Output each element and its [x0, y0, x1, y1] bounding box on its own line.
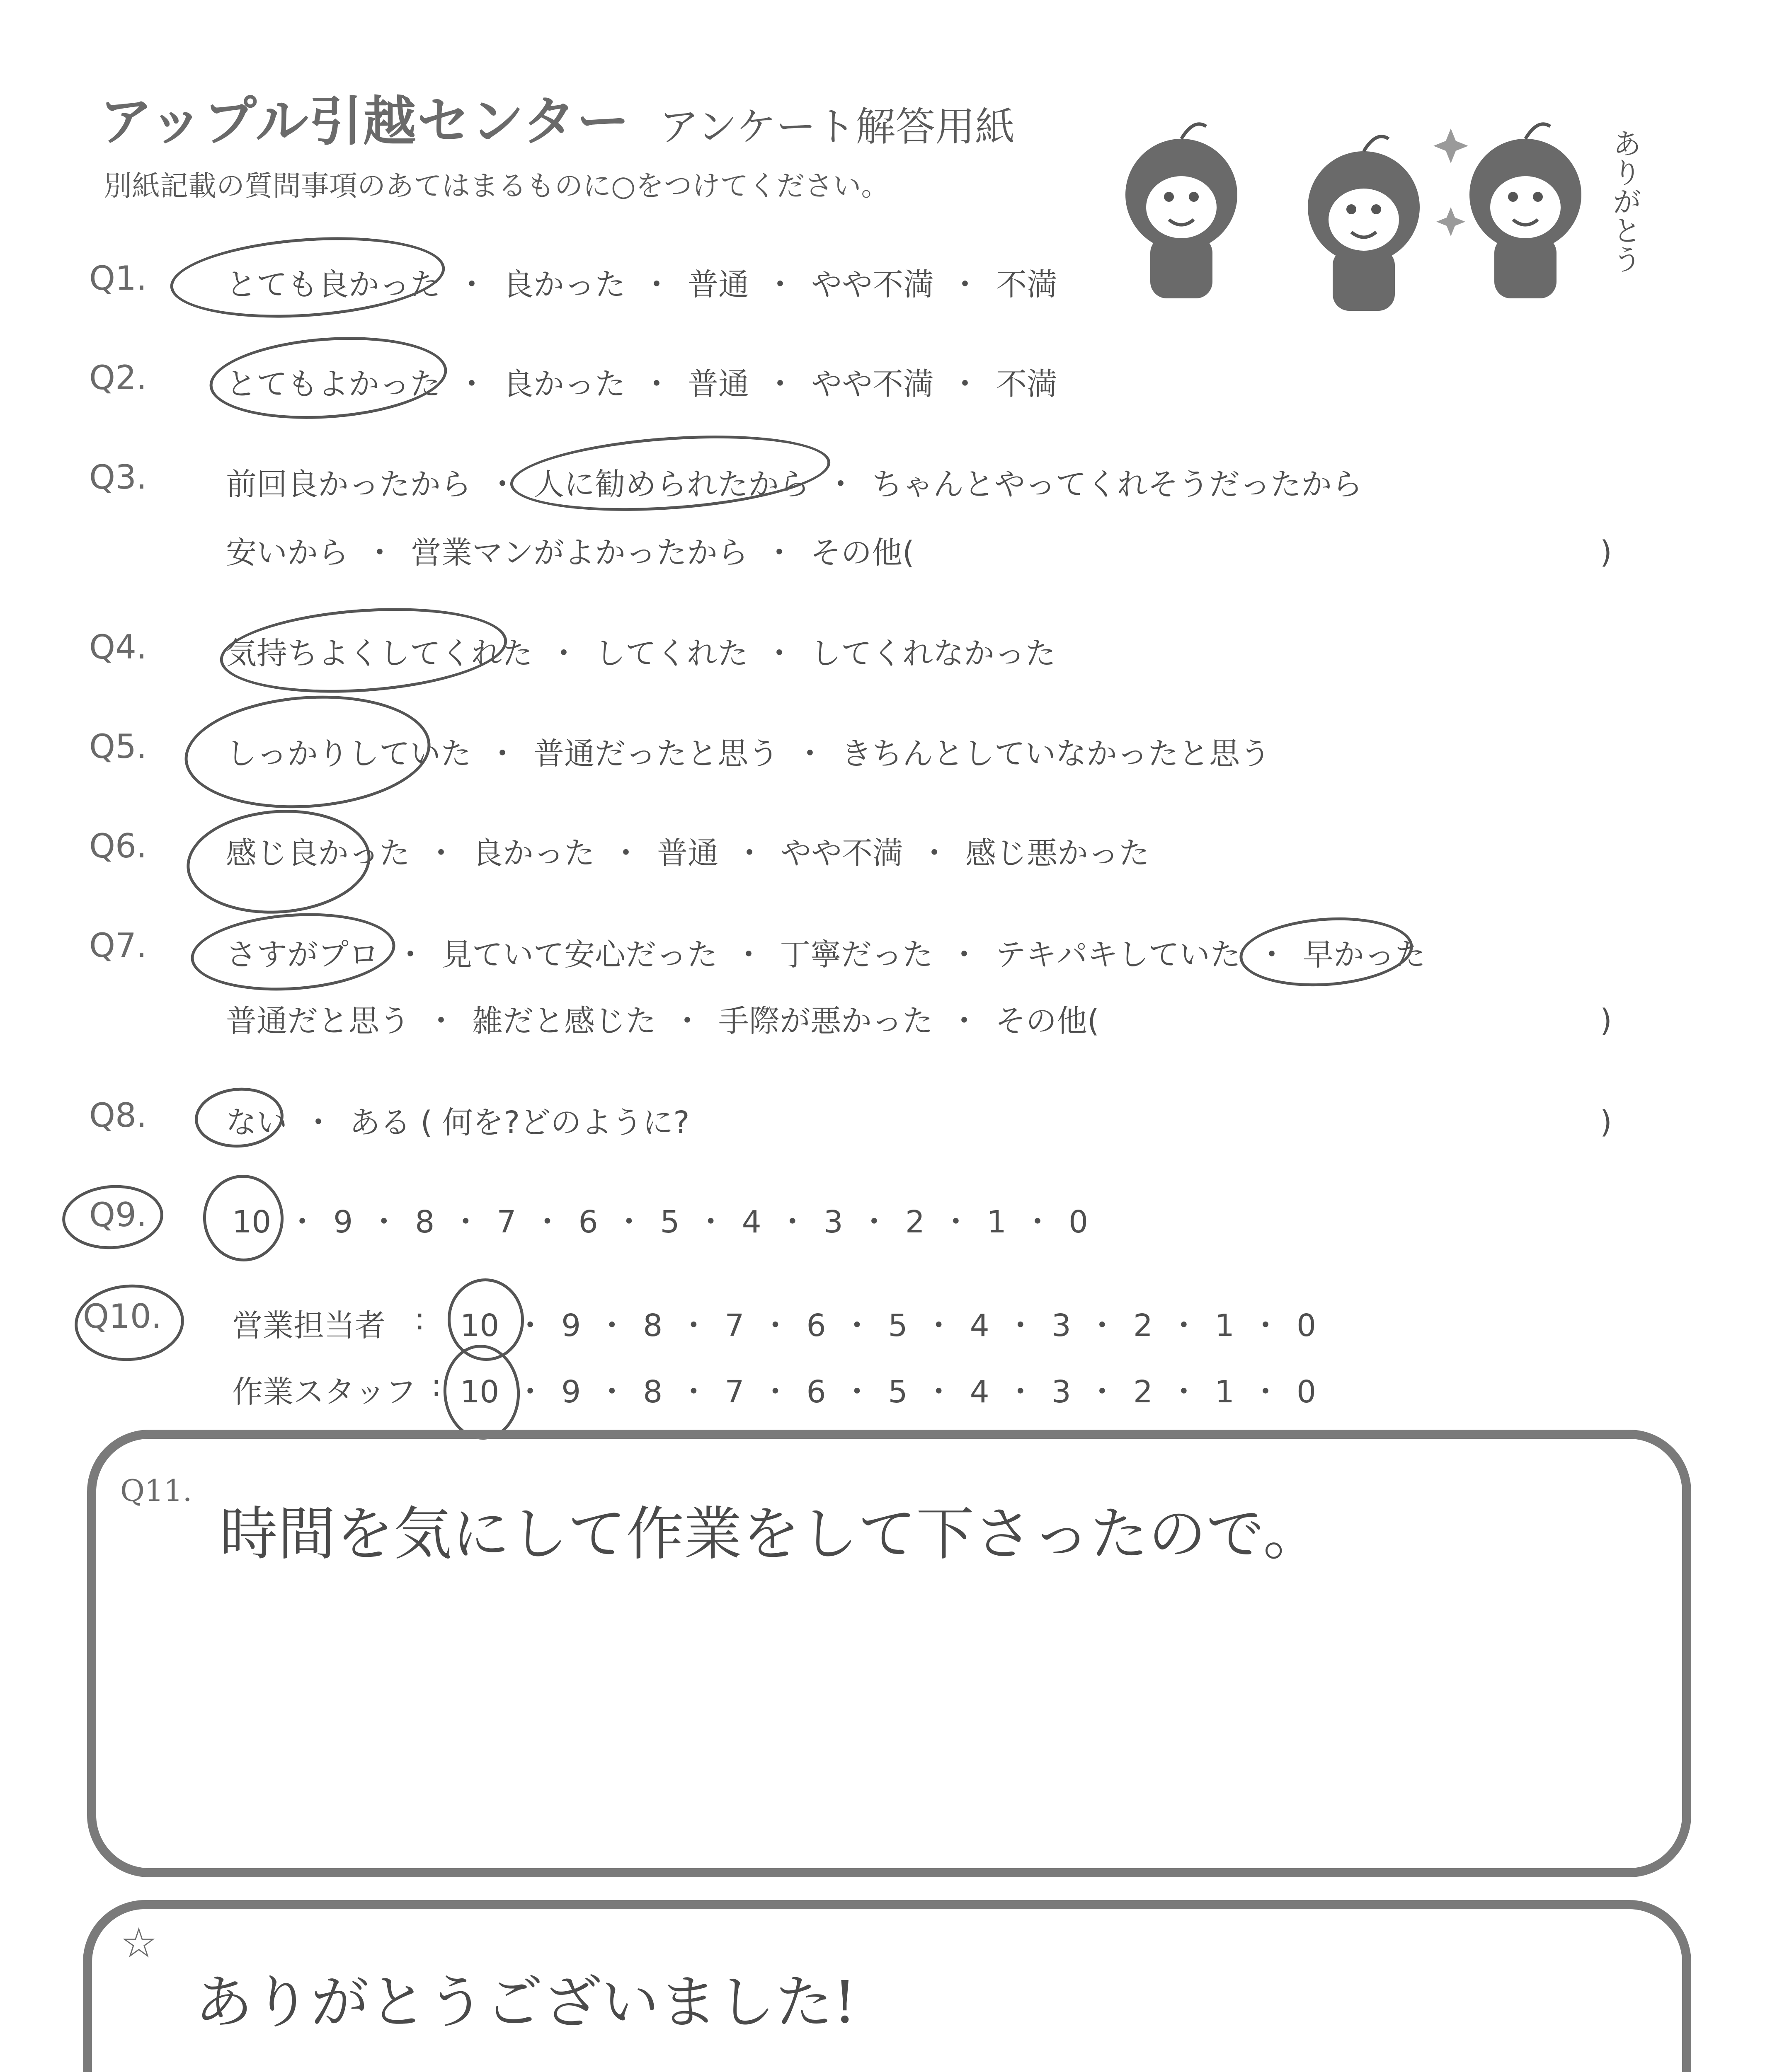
q3-option-5[interactable]: 営業マンがよかったから	[411, 535, 748, 571]
q9-rating-separator: ・	[613, 1204, 645, 1240]
q9-label-circle	[60, 1182, 165, 1253]
q10-staff-rating-value-5[interactable]: 5	[888, 1374, 908, 1410]
q7-option-4[interactable]: テキパキしていた	[995, 937, 1241, 973]
q6-option-5[interactable]: 感じ悪かった	[965, 835, 1149, 871]
q4-option-1[interactable]: 気持ちよくしてくれた	[226, 636, 533, 671]
q3-answer-circle	[508, 426, 833, 520]
q10-row-2-name: 作業スタッフ	[232, 1374, 416, 1410]
q10-sales-rating-value-0[interactable]: 0	[1297, 1308, 1316, 1343]
q1-options: とても良かった ・ 良かった ・ 普通 ・ やや不満 ・ 不満	[226, 267, 1057, 303]
q5-answer-circle	[181, 688, 434, 816]
q10-sales-rating-separator: ・	[596, 1308, 628, 1343]
star-handwritten-message: ありがとうございました!	[195, 1969, 857, 2036]
q6-option-4[interactable]: やや不満	[781, 835, 903, 871]
q7-close-paren: )	[1600, 1003, 1612, 1038]
q3-option-6[interactable]: その他(	[810, 535, 914, 571]
q10-sales-rating-separator: ・	[1005, 1308, 1036, 1343]
q9-rating-separator: ・	[777, 1204, 808, 1240]
q3-options-line-2: 安いから ・ 営業マンがよかったから ・ その他(	[226, 535, 914, 571]
q3-option-1[interactable]: 前回良かったから	[226, 467, 471, 502]
q10-row-2-colon: :	[431, 1368, 441, 1403]
q5-option-1[interactable]: しっかりしていた	[226, 736, 471, 772]
q10-row-1-rating-scale	[460, 1301, 1316, 1345]
q1-option-2[interactable]: 良かった	[503, 267, 626, 303]
q5-option-2[interactable]: 普通だったと思う	[533, 736, 779, 772]
q10-staff-rating-separator: ・	[841, 1374, 873, 1410]
q10-sales-rating-separator: ・	[515, 1308, 546, 1343]
q9-rating-value-0[interactable]: 0	[1069, 1204, 1089, 1240]
q7-option-2[interactable]: 見ていて安心だった	[441, 937, 718, 973]
q7-options-line-2: 普通だと思う ・ 雑だと感じた ・ 手際が悪かった ・ その他(	[226, 1003, 1099, 1039]
q1-option-1[interactable]: とても良かった	[226, 267, 441, 303]
q10-sales-rating-value-5[interactable]: 5	[888, 1308, 908, 1343]
q10-staff-rating-separator: ・	[760, 1374, 791, 1410]
q10-staff-rating-value-10[interactable]: 10	[460, 1374, 499, 1410]
q9-rating-separator: ・	[369, 1204, 400, 1240]
q10-sales-rating-separator: ・	[1250, 1308, 1281, 1343]
q8-options: ない ・ ある ( 何を?どのように?	[226, 1105, 690, 1140]
q9-rating-scale	[232, 1198, 1088, 1242]
q2-option-3[interactable]: 普通	[688, 366, 749, 402]
q7-option-1[interactable]: さすがプロ	[226, 937, 379, 973]
q9-rating-value-2[interactable]: 2	[905, 1204, 925, 1240]
q2-option-4[interactable]: やや不満	[811, 366, 934, 402]
q10-sales-rating-separator: ・	[760, 1308, 791, 1343]
q6-option-2[interactable]: 良かった	[472, 835, 595, 871]
q10-sales-rating-separator: ・	[678, 1308, 709, 1343]
q10-staff-rating-separator: ・	[923, 1374, 954, 1410]
q8-option-1[interactable]: ない	[226, 1105, 287, 1140]
q4-label: Q4.	[89, 628, 147, 666]
q9-rating-separator: ・	[450, 1204, 481, 1240]
q1-option-3[interactable]: 普通	[688, 267, 749, 303]
q7-option-6[interactable]: 普通だと思う	[226, 1003, 410, 1039]
q1-option-5[interactable]: 不満	[996, 267, 1057, 303]
q10-staff-rating-separator: ・	[515, 1374, 546, 1410]
q2-options: とてもよかった ・ 良かった ・ 普通 ・ やや不満 ・ 不満	[226, 366, 1057, 402]
q5-label: Q5.	[89, 727, 147, 766]
q4-option-3[interactable]: してくれなかった	[810, 636, 1056, 671]
q10-staff-rating-value-3[interactable]: 3	[1051, 1374, 1071, 1410]
q10-staff-rating-separator: ・	[1168, 1374, 1199, 1410]
q7-option-3[interactable]: 丁寧だった	[780, 937, 933, 973]
q3-close-paren: )	[1600, 535, 1612, 570]
q10-sales-rating-value-10[interactable]: 10	[460, 1308, 499, 1343]
q10-staff-rating-separator: ・	[678, 1374, 709, 1410]
q1-label: Q1.	[89, 259, 147, 298]
q10-label-circle	[72, 1281, 187, 1365]
q2-label: Q2.	[89, 358, 147, 397]
q10-staff-rating-separator: ・	[1086, 1374, 1118, 1410]
q9-rating-value-10[interactable]: 10	[232, 1204, 272, 1240]
q10-staff-rating-value-8[interactable]: 8	[643, 1374, 663, 1410]
q3-option-4[interactable]: 安いから	[226, 535, 349, 571]
q9-rating-value-1[interactable]: 1	[987, 1204, 1007, 1240]
q10-staff-rating-value-9[interactable]: 9	[561, 1374, 581, 1410]
q11-label: Q11.	[120, 1473, 192, 1508]
q1-option-4[interactable]: やや不満	[811, 267, 934, 303]
q10-sales-rating-value-6[interactable]: 6	[806, 1308, 826, 1343]
q9-label: Q9.	[89, 1196, 147, 1234]
q7-label: Q7.	[89, 926, 147, 965]
q9-rating-separator: ・	[287, 1204, 318, 1240]
q5-options: しっかりしていた ・ 普通だったと思う ・ きちんとしていなかったと思う	[226, 736, 1270, 772]
q10-staff-rating-value-0[interactable]: 0	[1297, 1374, 1316, 1410]
q10-row-1-colon: :	[415, 1301, 425, 1337]
page-subtitle: アンケート解答用紙	[659, 104, 1015, 150]
q9-rating-value-4[interactable]: 4	[742, 1204, 761, 1240]
instruction-text: 別紙記載の質問事項のあてはまるものに○をつけてください。	[104, 170, 890, 203]
q9-rating-separator: ・	[1022, 1204, 1053, 1240]
q7-option-8[interactable]: 手際が悪かった	[718, 1003, 933, 1039]
q10-staff-rating-separator: ・	[1250, 1374, 1281, 1410]
q10-sales-rating-value-1[interactable]: 1	[1215, 1308, 1235, 1343]
q10-staff-rating-value-1[interactable]: 1	[1215, 1374, 1235, 1410]
q2-option-1[interactable]: とてもよかった	[226, 366, 441, 402]
q7-options-line-1: さすがプロ ・ 見ていて安心だった ・ 丁寧だった ・ テキパキしていた ・ 早かった	[226, 937, 1426, 973]
q10-staff-rating-value-2[interactable]: 2	[1133, 1374, 1153, 1410]
q4-answer-circle	[217, 599, 510, 702]
q10-sales-rating-value-2[interactable]: 2	[1133, 1308, 1153, 1343]
q10-sales-rating-value-8[interactable]: 8	[643, 1308, 663, 1343]
q9-rating-separator: ・	[695, 1204, 726, 1240]
q2-answer-circle	[207, 329, 450, 426]
q3-options-line-1: 前回良かったから ・ 人に勧められたから ・ ちゃんとやってくれそうだったから	[226, 467, 1363, 502]
q10-sales-rating-separator: ・	[841, 1308, 873, 1343]
q10-sales-rating-separator: ・	[923, 1308, 954, 1343]
q6-label: Q6.	[89, 827, 147, 865]
q7-option-7[interactable]: 雑だと感じた	[472, 1003, 656, 1039]
q6-option-1[interactable]: 感じ良かった	[226, 835, 410, 871]
q3-option-3[interactable]: ちゃんとやってくれそうだったから	[872, 467, 1363, 502]
q9-rating-separator: ・	[858, 1204, 890, 1240]
q3-option-2[interactable]: 人に勧められたから	[533, 467, 810, 502]
q9-rating-separator: ・	[940, 1204, 971, 1240]
q10-sales-rating-separator: ・	[1168, 1308, 1199, 1343]
q6-option-3[interactable]: 普通	[657, 835, 718, 871]
q9-rating-separator: ・	[532, 1204, 563, 1240]
q10-sales-rating-value-3[interactable]: 3	[1051, 1308, 1071, 1343]
q1-answer-circle	[167, 229, 448, 326]
q4-options: 気持ちよくしてくれた ・ してくれた ・ してくれなかった	[226, 636, 1056, 671]
q8-close-paren: )	[1600, 1104, 1612, 1140]
q7-answer-circle-2	[1237, 912, 1415, 992]
star-icon: ☆	[120, 1919, 158, 1967]
q10-sales-rating-value-7[interactable]: 7	[725, 1308, 744, 1343]
q10-row-2-answer-circle	[440, 1342, 523, 1442]
q9-rating-value-8[interactable]: 8	[415, 1204, 435, 1240]
q11-handwritten-answer: 時間を気にして作業をして下さったので。	[220, 1501, 1321, 1568]
q10-staff-rating-value-6[interactable]: 6	[806, 1374, 826, 1410]
q10-row-1-name: 営業担当者	[232, 1308, 385, 1343]
q7-answer-circle-1	[188, 907, 398, 997]
q7-option-5[interactable]: 早かった	[1303, 937, 1426, 973]
q3-label: Q3.	[89, 458, 147, 496]
q10-row-2-rating-scale	[460, 1368, 1316, 1411]
page-title: アップル引越センター	[99, 91, 630, 152]
q9-rating-value-5[interactable]: 5	[660, 1204, 680, 1240]
thank-you-badge-text: ありがとう	[1608, 128, 1642, 274]
q10-sales-rating-separator: ・	[1086, 1308, 1118, 1343]
q2-option-5[interactable]: 不満	[996, 366, 1057, 402]
q8-option-2[interactable]: ある ( 何を?どのように?	[349, 1105, 690, 1140]
q9-rating-value-7[interactable]: 7	[497, 1204, 516, 1240]
q10-staff-rating-value-7[interactable]: 7	[725, 1374, 744, 1410]
q10-sales-rating-value-4[interactable]: 4	[970, 1308, 989, 1343]
q4-option-2[interactable]: してくれた	[595, 636, 748, 671]
q9-answer-circle	[200, 1172, 286, 1264]
q10-sales-rating-value-9[interactable]: 9	[561, 1308, 581, 1343]
q9-rating-value-3[interactable]: 3	[823, 1204, 843, 1240]
monkey-mascot-illustration	[1111, 99, 1679, 315]
q8-label: Q8.	[89, 1096, 147, 1135]
q7-option-9[interactable]: その他(	[995, 1003, 1099, 1039]
q10-staff-rating-separator: ・	[1005, 1374, 1036, 1410]
q6-answer-circle	[183, 804, 374, 920]
q10-staff-rating-separator: ・	[596, 1374, 628, 1410]
q6-options: 感じ良かった ・ 良かった ・ 普通 ・ やや不満 ・ 感じ悪かった	[226, 835, 1149, 871]
q9-rating-value-6[interactable]: 6	[578, 1204, 598, 1240]
q5-option-3[interactable]: きちんとしていなかったと思う	[841, 736, 1270, 772]
q10-staff-rating-value-4[interactable]: 4	[970, 1374, 989, 1410]
q2-option-2[interactable]: 良かった	[503, 366, 626, 402]
q10-label: Q10.	[83, 1297, 162, 1336]
q9-rating-value-9[interactable]: 9	[333, 1204, 353, 1240]
